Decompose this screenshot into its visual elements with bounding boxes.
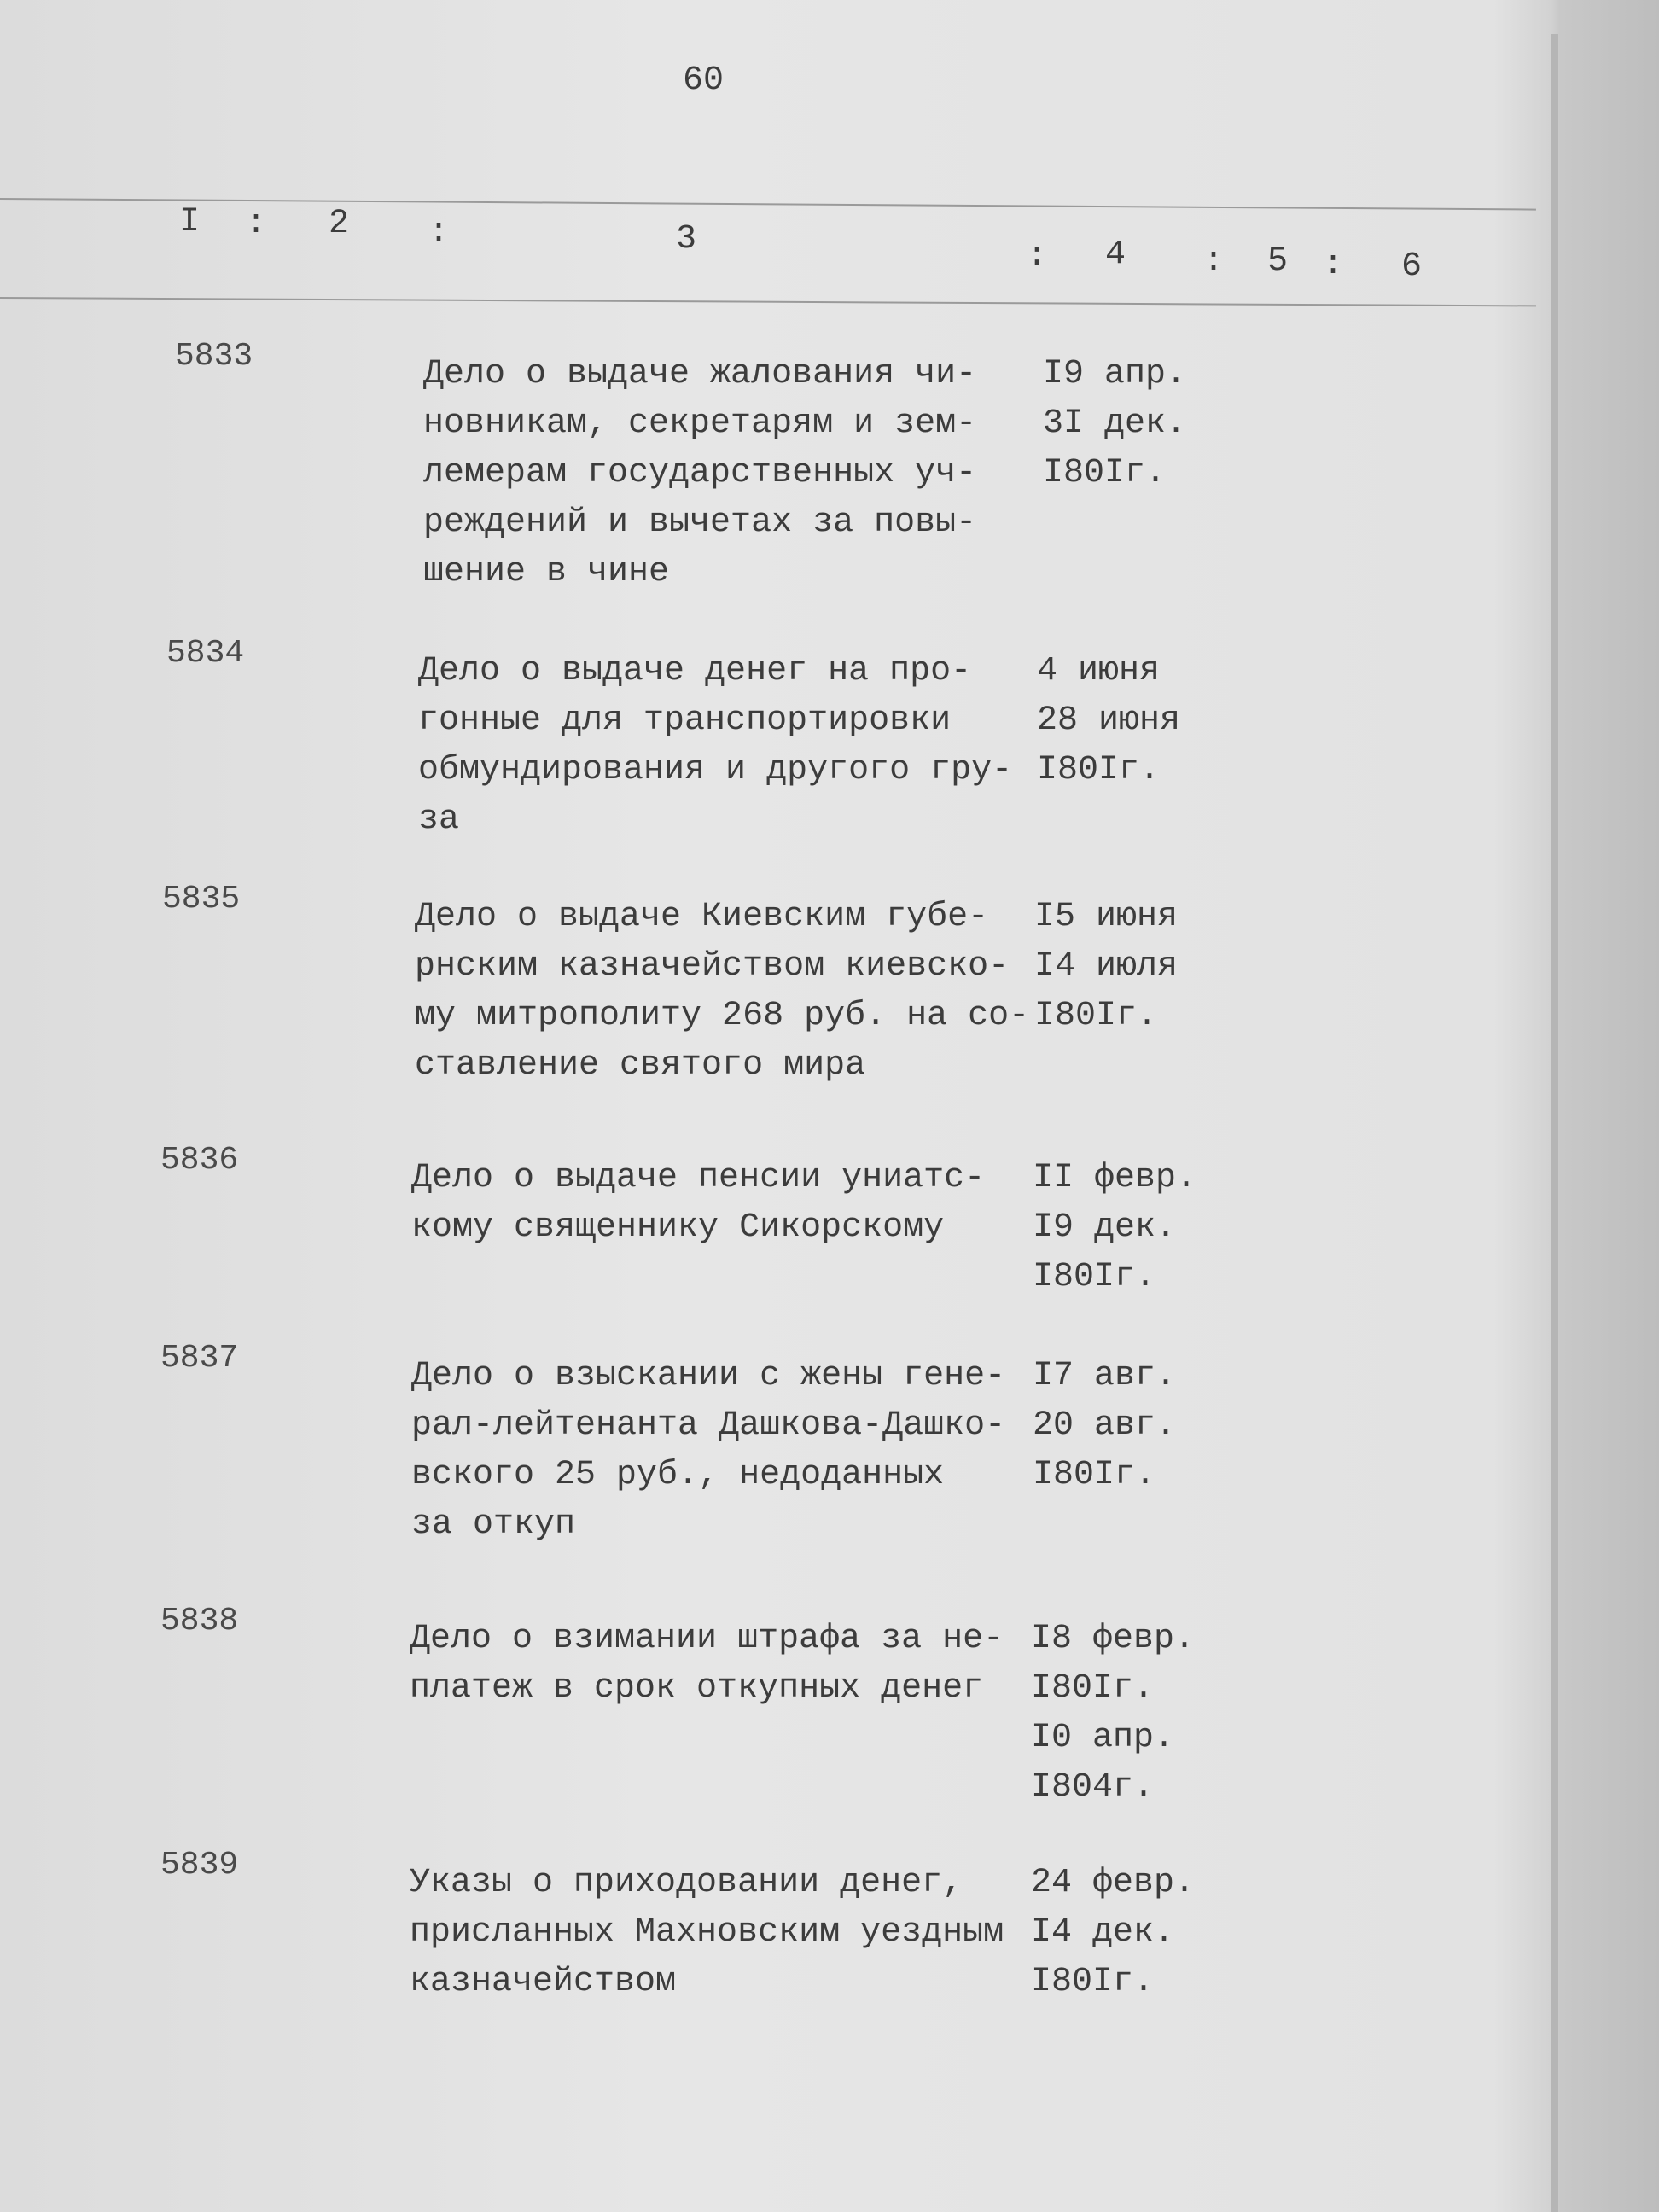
- description-line: гонные для транспортировки: [418, 701, 952, 740]
- entry-number: 5835: [162, 881, 241, 917]
- column-separator: :: [1203, 242, 1225, 281]
- date-line: 3I дек.: [1043, 405, 1187, 443]
- entry-dates: [1033, 1352, 1176, 1500]
- description-line: му митрополиту 268 руб. на со-: [415, 997, 1030, 1035]
- date-line: 4 июня: [1037, 652, 1161, 690]
- date-line: 20 авг.: [1033, 1406, 1177, 1445]
- entry-dates: [1031, 1615, 1195, 1813]
- entry-number: 5839: [160, 1847, 239, 1883]
- date-line: I80Iг.: [1033, 1456, 1156, 1494]
- date-line: I80Iг.: [1031, 1963, 1155, 2001]
- description-line: новникам, секретарям и зем-: [423, 405, 977, 443]
- entry-description: [418, 647, 1012, 845]
- date-line: I4 июля: [1034, 947, 1179, 986]
- description-line: за: [418, 800, 460, 839]
- description-line: Дело о выдаче Киевским губе-: [415, 898, 989, 936]
- entry-dates: [1034, 893, 1178, 1041]
- date-line: I80Iг.: [1043, 454, 1167, 492]
- entry-number: 5834: [166, 635, 245, 672]
- entry-description: [410, 1859, 1004, 2007]
- description-line: Дело о выдаче жалования чи-: [423, 355, 977, 393]
- entry-number: 5838: [160, 1603, 239, 1639]
- entry-description: [415, 893, 1029, 1091]
- description-line: за откуп: [411, 1505, 576, 1544]
- column-5-label: 5: [1267, 242, 1289, 281]
- column-separator: :: [1323, 246, 1344, 284]
- entry-description: [411, 1352, 1005, 1550]
- description-line: казначейством: [410, 1963, 677, 2001]
- date-line: I9 дек.: [1033, 1208, 1177, 1247]
- date-line: 28 июня: [1037, 701, 1181, 740]
- date-line: 24 февр.: [1031, 1864, 1196, 1902]
- entry-number: 5833: [175, 338, 253, 375]
- date-line: I8 февр.: [1031, 1620, 1196, 1658]
- column-3-label: 3: [676, 220, 697, 259]
- column-separator: :: [1027, 237, 1048, 276]
- header-top-rule: [0, 198, 1536, 211]
- description-line: присланных Махновским уездным: [410, 1913, 1004, 1952]
- date-line: I4 дек.: [1031, 1913, 1175, 1952]
- date-line: II февр.: [1033, 1159, 1197, 1197]
- description-line: обмундирования и другого гру-: [418, 751, 1013, 789]
- date-line: I80Iг.: [1037, 751, 1161, 789]
- description-line: реждений и вычетах за повы-: [423, 504, 977, 542]
- entry-description: [411, 1154, 985, 1253]
- description-line: лемерам государственных уч-: [423, 454, 977, 492]
- description-line: рнским казначейством киевско-: [415, 947, 1010, 986]
- paper-edge: [1551, 34, 1558, 2212]
- column-2-label: 2: [329, 205, 350, 243]
- column-separator: :: [428, 213, 450, 252]
- description-line: платеж в срок откупных денег: [410, 1669, 984, 1708]
- entry-number: 5836: [160, 1142, 239, 1179]
- column-4-label: 4: [1105, 236, 1126, 274]
- date-line: I0 апр.: [1031, 1719, 1175, 1757]
- date-line: I5 июня: [1034, 898, 1179, 936]
- description-line: Дело о выдаче пенсии униатс-: [411, 1159, 986, 1197]
- entry-dates: [1033, 1154, 1196, 1302]
- entry-dates: [1031, 1859, 1195, 2007]
- date-line: I7 авг.: [1033, 1357, 1177, 1395]
- entry-description: [410, 1615, 1004, 1714]
- description-line: Указы о приходовании денег,: [410, 1864, 963, 1902]
- date-line: I80Iг.: [1031, 1669, 1155, 1708]
- description-line: Дело о взимании штрафа за не-: [410, 1620, 1004, 1658]
- description-line: кому священнику Сикорскому: [411, 1208, 945, 1247]
- description-line: вского 25 руб., недоданных: [411, 1456, 945, 1494]
- description-line: рал-лейтенанта Дашкова-Дашко-: [411, 1406, 1006, 1445]
- entry-description: [423, 350, 976, 597]
- entry-dates: [1037, 647, 1180, 795]
- date-line: I804г.: [1031, 1768, 1155, 1807]
- description-line: ставление святого мира: [415, 1046, 866, 1085]
- date-line: I80Iг.: [1034, 997, 1158, 1035]
- description-line: Дело о выдаче денег на про-: [418, 652, 972, 690]
- entry-dates: [1043, 350, 1186, 498]
- entry-number: 5837: [160, 1340, 239, 1377]
- date-line: I80Iг.: [1033, 1258, 1156, 1296]
- page-number: 60: [683, 61, 725, 100]
- column-6-label: 6: [1401, 247, 1423, 286]
- description-line: Дело о взыскании с жены гене-: [411, 1357, 1006, 1395]
- column-separator: :: [246, 205, 267, 243]
- column-1-label: I: [179, 203, 201, 242]
- date-line: I9 апр.: [1043, 355, 1187, 393]
- header-bottom-rule: [0, 297, 1536, 306]
- description-line: шение в чине: [423, 553, 670, 591]
